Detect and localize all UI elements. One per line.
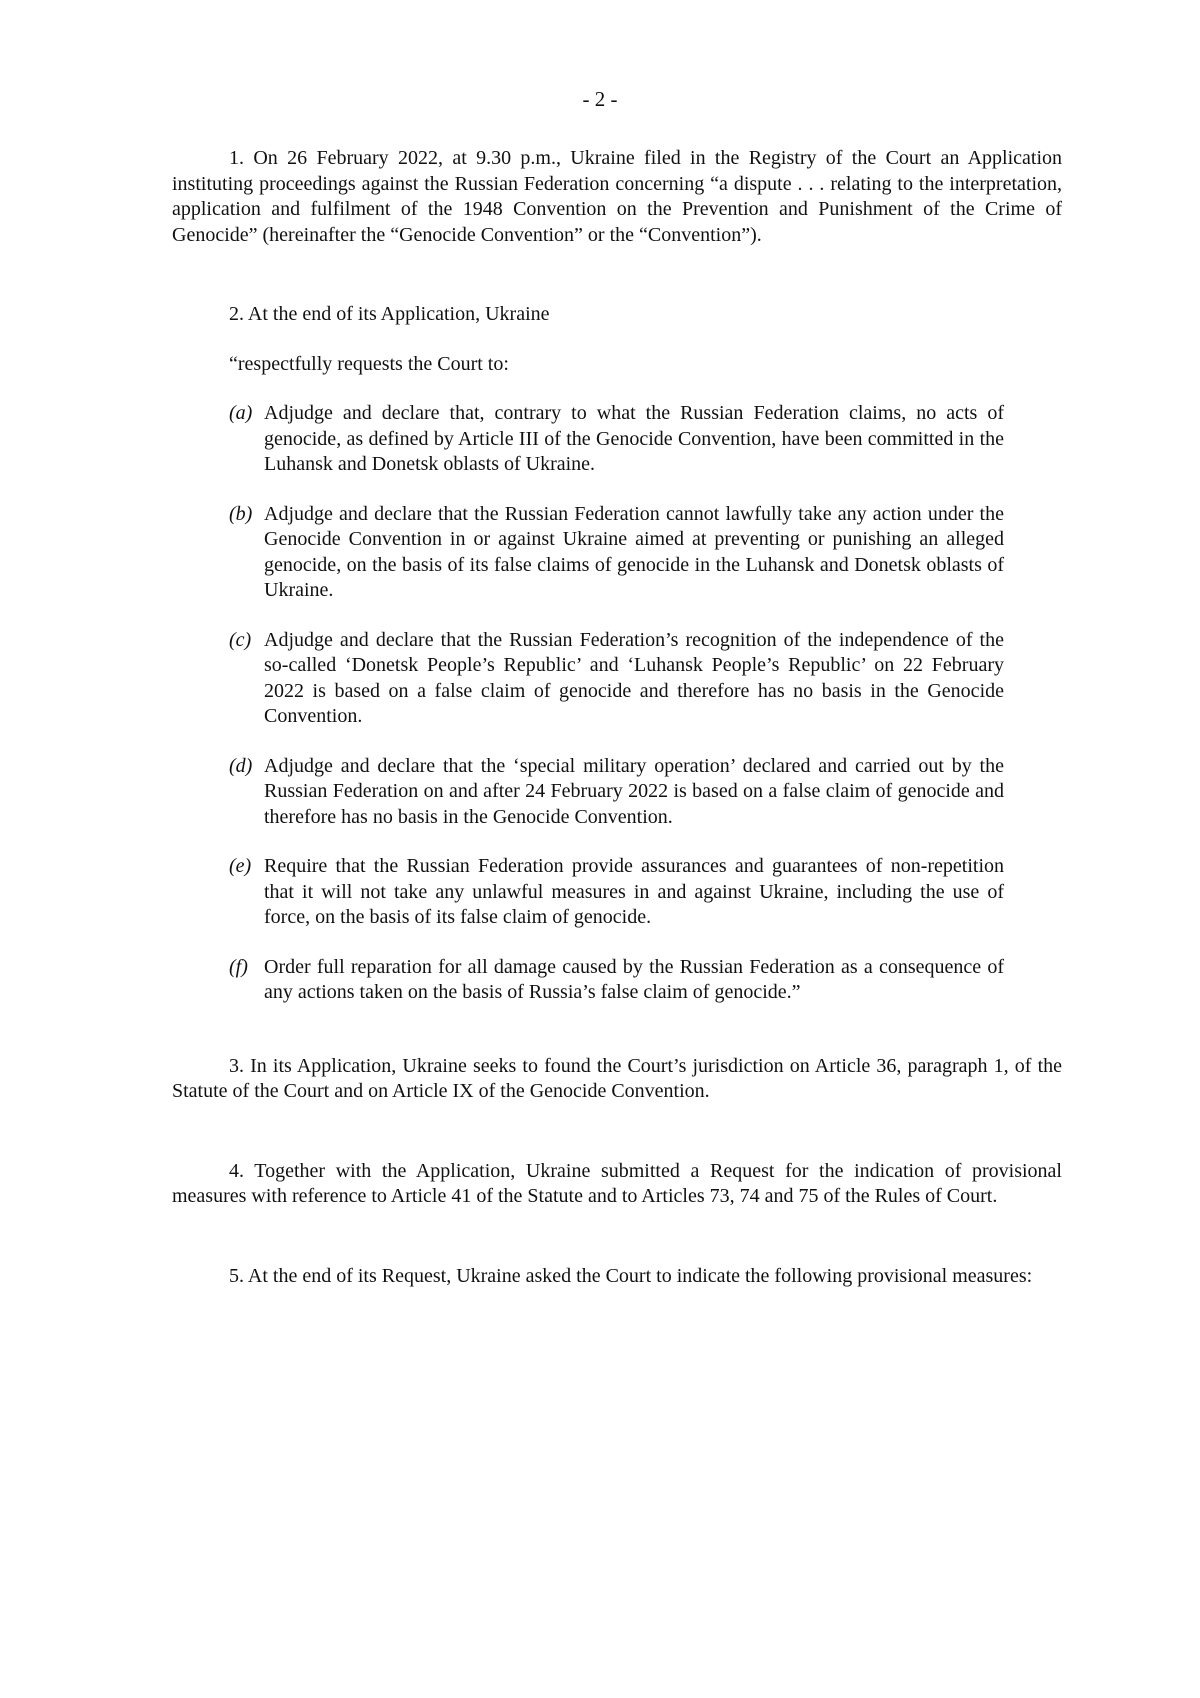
request-marker: (d) <box>229 754 253 777</box>
spacer <box>172 377 1062 401</box>
request-text: Order full reparation for all damage caused by the Russian Federation as a consequence of any actions taken on the basis of Russia’s false claim of genocide.” <box>264 955 1004 1003</box>
request-text: Require that the Russian Federation provide assurances and guarantees of non-repetition that it will not take any unlawful measures in and against Ukraine, including the use of force, on the basis of its false claim of genocide. <box>264 855 1004 928</box>
request-marker: (f) <box>229 955 248 978</box>
request-marker: (b) <box>229 502 253 525</box>
spacer <box>172 1105 1062 1159</box>
page-number: - 2 - <box>582 87 618 111</box>
request-item <box>172 955 1004 1006</box>
paragraph-5: 5. At the end of its Request, Ukraine asked the Court to indicate the following provisional measures: <box>229 1264 1033 1287</box>
request-item <box>172 502 1004 604</box>
request-text: Adjudge and declare that, contrary to what the Russian Federation claims, no acts of genocide, as defined by Article III of the Genocide Convention, have been committed in the Luhansk and Donetsk oblasts of Ukraine. <box>264 402 1004 475</box>
paragraph-2-quote-intro: “respectfully requests the Court to: <box>229 352 509 375</box>
request-marker: (c) <box>229 628 252 651</box>
spacer <box>172 1030 1062 1054</box>
request-item <box>172 628 1004 730</box>
spacer <box>172 1210 1062 1264</box>
paragraph-4: 4. Together with the Application, Ukraine submitted a Request for the indication of provisional measures with reference to Article 41 of the Statute and to Articles 73, 74 and 75 of the Rules of Court. <box>172 1159 1062 1207</box>
document-body <box>172 146 1062 1289</box>
request-item <box>172 401 1004 478</box>
request-list <box>172 401 1062 1006</box>
request-marker: (e) <box>229 855 252 877</box>
request-item <box>172 854 1004 931</box>
paragraph-2-lead: 2. At the end of its Application, Ukraine <box>229 303 550 325</box>
request-marker: (a) <box>229 402 253 424</box>
paragraph-1: 1. On 26 February 2022, at 9.30 p.m., Ukraine filed in the Registry of the Court an Application instituting proceedings against the Russian Federation concerning “a dispute . . . relating to the interpretation, application and fulfilment of the 1948 Convention on the Prevention and Punishment of the Crime of Genocide” (hereinafter the “Genocide Convention” or the “Convention”). <box>172 147 1062 246</box>
spacer <box>172 328 1062 352</box>
request-text: Adjudge and declare that the Russian Federation cannot lawfully take any action under the Genocide Convention in or against Ukraine aimed at preventing or punishing an alleged genocide, on the basis of its false claims of genocide in the Luhansk and Donetsk oblasts of Ukraine. <box>264 502 1004 601</box>
request-text: Adjudge and declare that the Russian Federation’s recognition of the independence of the so-called ‘Donetsk People’s Republic’ and ‘Luhansk People’s Republic’ on 22 February 2022 is based on a false claim of genocide and therefore has no basis in the Genocide Convention. <box>264 628 1004 727</box>
paragraph-3: 3. In its Application, Ukraine seeks to found the Court’s jurisdiction on Article 36, paragraph 1, of the Statute of the Court and on Article IX of the Genocide Convention. <box>172 1054 1062 1102</box>
request-text: Adjudge and declare that the ‘special military operation’ declared and carried out by the Russian Federation on and after 24 February 2022 is based on a false claim of genocide and therefore has no basis in the Genocide Convention. <box>264 754 1004 828</box>
request-item <box>172 754 1004 831</box>
spacer <box>172 248 1062 302</box>
